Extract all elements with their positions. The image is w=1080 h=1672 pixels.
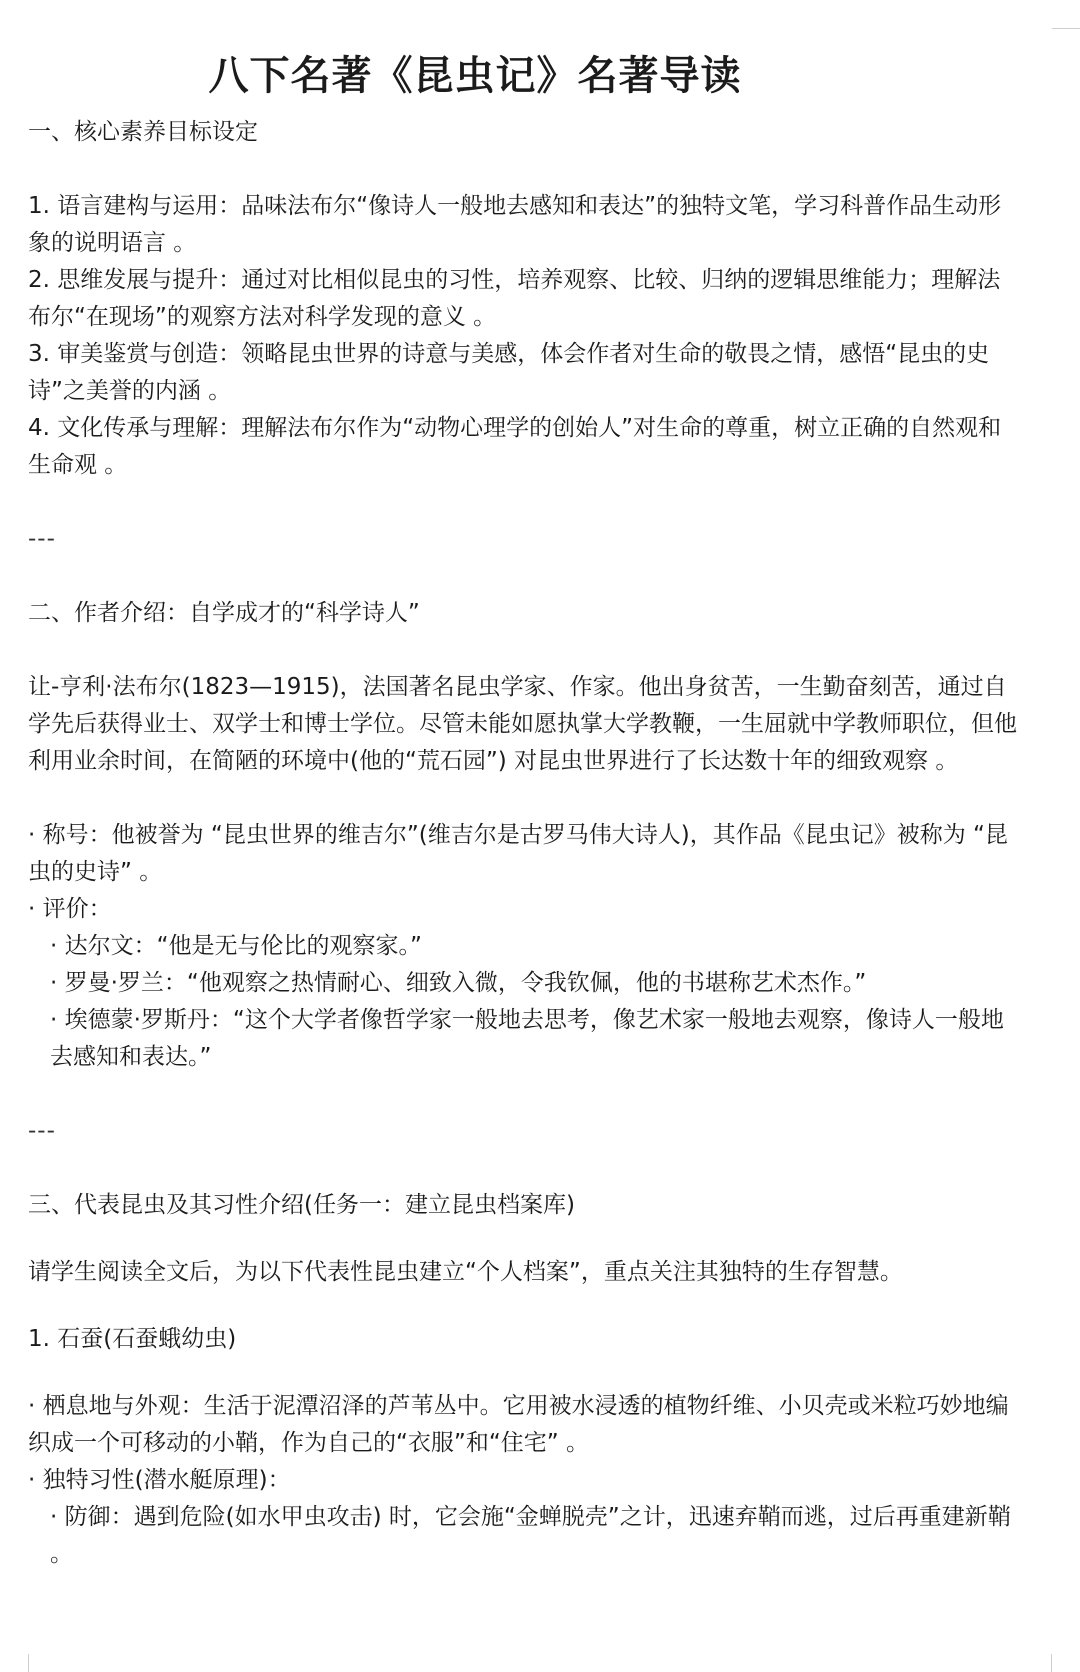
author-title: · 称号：他被誉为 “昆虫世界的维吉尔”(维吉尔是古罗马伟大诗人)，其作品《昆虫记》被称为 “昆虫的史诗” 。 (28, 822, 1008, 885)
crop-mark (1052, 0, 1080, 29)
evaluation-quote: · 达尔文：“他是无与伦比的观察家。” (50, 933, 422, 959)
insect-habitat: · 栖息地与外观：生活于泥潭沼泽的芦苇丛中。它用被水浸透的植物纤维、小贝壳或米粒巧妙地编织成一个可移动的小鞘，作为自己的“衣服”和“住宅” 。 (28, 1393, 1009, 1456)
evaluation-label: · 评价： (28, 896, 112, 922)
task-intro: 请学生阅读全文后，为以下代表性昆虫建立“个人档案”，重点关注其独特的生存智慧。 (28, 1259, 903, 1285)
document-body (28, 114, 1018, 1573)
page-title: 八下名著《昆虫记》名著导读 (208, 53, 742, 99)
goal-item: 1. 语言建构与运用：品味法布尔“像诗人一般地去感知和表达”的独特文笔，学习科普作品生动形象的说明语言 。 (28, 193, 1002, 256)
insect-defense: · 防御：遇到危险(如水甲虫攻击) 时，它会施“金蝉脱壳”之计，迅速弃鞘而逃，过后再重建新鞘 。 (50, 1504, 1011, 1567)
goal-item: 4. 文化传承与理解：理解法布尔作为“动物心理学的创始人”对生命的尊重，树立正确的自然观和生命观 。 (28, 415, 1002, 478)
goal-item: 2. 思维发展与提升：通过对比相似昆虫的习性，培养观察、比较、归纳的逻辑思维能力；理解法布尔“在现场”的观察方法对科学发现的意义 。 (28, 267, 1001, 330)
author-intro: 让-亨利·法布尔(1823—1915)，法国著名昆虫学家、作家。他出身贫苦，一生勤奋刻苦，通过自学先后获得业士、双学士和博士学位。尽管未能如愿执掌大学教鞭，一生屈就中学教师职位，但他利用业余时间，在简陋的环境中(他的“荒石园”) 对昆虫世界进行了长达数十年的细致观察 。 (28, 674, 1017, 774)
section-heading: 二、作者介绍：自学成才的“科学诗人” (28, 600, 420, 626)
goal-item: 3. 审美鉴赏与创造：领略昆虫世界的诗意与美感，体会作者对生命的敬畏之情，感悟“昆虫的史诗”之美誉的内涵 。 (28, 341, 990, 404)
crop-mark (1051, 1654, 1080, 1672)
divider: --- (28, 526, 56, 552)
insect-habit-label: · 独特习性(潜水艇原理)： (28, 1467, 291, 1493)
section-heading: 一、核心素养目标设定 (28, 119, 258, 145)
section-heading: 三、代表昆虫及其习性介绍(任务一：建立昆虫档案库) (28, 1192, 575, 1218)
divider: --- (28, 1118, 56, 1144)
evaluation-quote: · 埃德蒙·罗斯丹：“这个大学者像哲学家一般地去思考，像艺术家一般地去观察，像诗人一般地去感知和表达。” (50, 1007, 1004, 1070)
evaluation-quote: · 罗曼·罗兰：“他观察之热情耐心、细致入微，令我钦佩，他的书堪称艺术杰作。” (50, 970, 867, 996)
crop-mark (0, 1654, 29, 1672)
insect-name: 1. 石蚕(石蚕蛾幼虫) (28, 1326, 237, 1352)
